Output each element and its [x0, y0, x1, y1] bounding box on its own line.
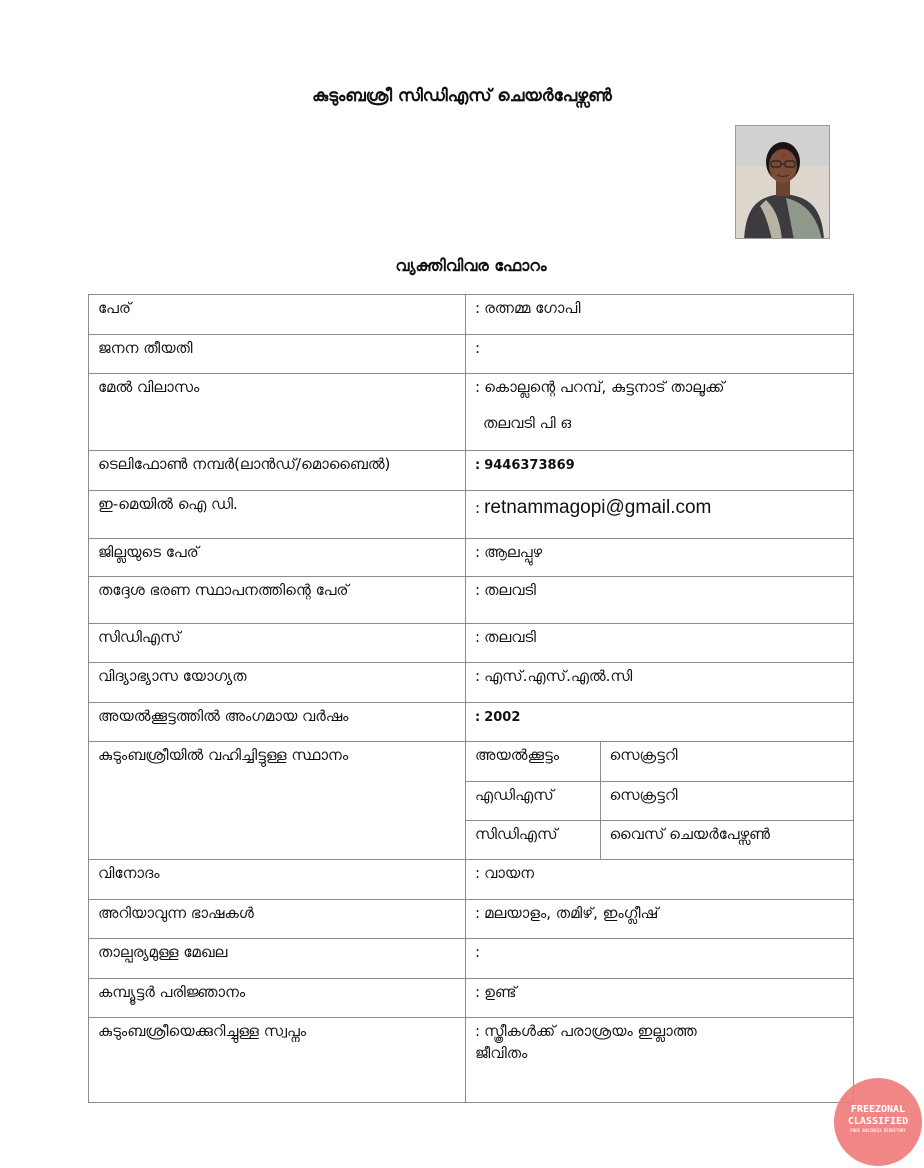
table-row [89, 451, 854, 491]
form-title: കുടുംബശ്രീ സിഡിഎസ് ചെയർപേഴ്സൺ [312, 86, 612, 106]
colon: : [475, 667, 481, 685]
row-value-cds: തലവടി [484, 628, 536, 646]
row-value-phone: 9446373869 [484, 458, 575, 473]
colon: : [475, 904, 481, 922]
row-label-positions: കുടുംബശ്രീയിൽ വഹിച്ചിട്ടുള്ള സ്ഥാനം [89, 742, 466, 860]
row-value-dream: സ്ത്രീകൾക്ക് പരാശ്രയം ഇല്ലാത്ത [484, 1022, 697, 1040]
watermark-line3: FREE BUSINESS DIRECTORY [850, 1128, 906, 1133]
row-label-dream: കുടുംബശ്രീയെക്കുറിച്ചുള്ള സ്വപ്നം [89, 1018, 466, 1103]
position-level: എഡിഎസ് [466, 781, 600, 820]
table-row [89, 742, 854, 860]
table-row [89, 900, 854, 939]
colon: : [475, 710, 481, 725]
position-level: സിഡിഎസ് [466, 820, 600, 859]
positions-table [466, 742, 853, 859]
table-row [89, 624, 854, 663]
row-value-hobby: വായന [484, 864, 535, 882]
row-label-computer: കമ്പ്യൂട്ടർ പരിജ്ഞാനം [89, 979, 466, 1018]
row-value-computer: ഉണ്ട് [484, 983, 517, 1001]
colon: : [475, 864, 481, 882]
watermark-line1: FREEZONAL [850, 1104, 906, 1115]
table-row [89, 1018, 854, 1103]
row-value-name: രത്നമ്മ ഗോപി [484, 299, 581, 317]
row-label-phone: ടെലിഫോൺ നമ്പർ(ലാൻഡ്/മൊബൈൽ) [89, 451, 466, 491]
row-label-email: ഇ-മെയിൽ ഐ ഡി. [89, 491, 466, 539]
row-label-languages: അറിയാവുന്ന ഭാഷകൾ [89, 900, 466, 939]
row-value-nhg-year: 2002 [484, 710, 521, 725]
row-label-interest: താല്പര്യമുള്ള മേഖല [89, 939, 466, 979]
table-row [89, 295, 854, 335]
row-label-district: ജില്ലയുടെ പേര് [89, 539, 466, 577]
position-role: വൈസ് ചെയർപേഴ്സൺ [609, 824, 771, 843]
row-value-email: retnammagopi@gmail.com [484, 497, 712, 518]
row-label-name: പേര് [89, 295, 466, 335]
row-value-education: എസ്.എസ്.എൽ.സി [484, 667, 633, 685]
position-role: സെക്രട്ടറി [600, 742, 853, 781]
colon: : [475, 499, 481, 517]
row-label-dob: ജനന തീയതി [89, 335, 466, 374]
colon: : [475, 378, 481, 396]
colon: : [475, 543, 481, 561]
table-row [89, 374, 854, 451]
position-row [466, 781, 853, 820]
colon: : [475, 339, 481, 357]
position-role: സെക്രട്ടറി [600, 781, 853, 820]
table-row [89, 335, 854, 374]
table-row [89, 939, 854, 979]
row-label-address: മേൽ വിലാസം [89, 374, 466, 451]
colon: : [475, 458, 481, 473]
row-value-address: കൊല്ലന്റെ പറമ്പ്, കുട്ടനാട് താലൂക്ക് [484, 378, 725, 396]
table-row [89, 979, 854, 1018]
row-value-district: ആലപ്പുഴ [484, 543, 543, 561]
row-label-cds: സിഡിഎസ് [89, 624, 466, 663]
table-row [89, 539, 854, 577]
colon: : [475, 628, 481, 646]
colon: : [475, 983, 481, 1001]
position-row [466, 742, 853, 781]
profile-photo [735, 125, 830, 239]
row-value-lsg: തലവടി [484, 581, 536, 599]
colon: : [475, 943, 481, 961]
row-value-dream-line2: ജീവിതം [475, 1044, 528, 1062]
colon: : [475, 581, 481, 599]
table-row [89, 491, 854, 539]
form-subtitle: വ്യക്തിവിവര ഫോറം [395, 256, 547, 275]
position-level: അയൽക്കൂട്ടം [466, 742, 600, 781]
row-value-languages: മലയാളം, തമിഴ്, ഇംഗ്ലീഷ് [484, 904, 659, 922]
table-row [89, 703, 854, 742]
table-row [89, 860, 854, 900]
watermark-line2: CLASSIFIED [847, 1116, 909, 1127]
colon: : [475, 299, 481, 317]
details-table [88, 294, 854, 1103]
table-row [89, 577, 854, 624]
row-label-education: വിദ്യാഭ്യാസ യോഗ്യത [89, 663, 466, 703]
table-row [89, 663, 854, 703]
row-label-nhg-year: അയൽക്കൂട്ടത്തിൽ അംഗമായ വർഷം [89, 703, 466, 742]
row-label-lsg: തദ്ദേശ ഭരണ സ്ഥാപനത്തിന്റെ പേര് [89, 577, 466, 624]
row-label-hobby: വിനോദം [89, 860, 466, 900]
row-value-address-line2: തലവടി പി ഒ [483, 414, 572, 432]
colon: : [475, 1022, 481, 1040]
watermark-stamp [834, 1078, 922, 1166]
position-row [466, 820, 853, 859]
